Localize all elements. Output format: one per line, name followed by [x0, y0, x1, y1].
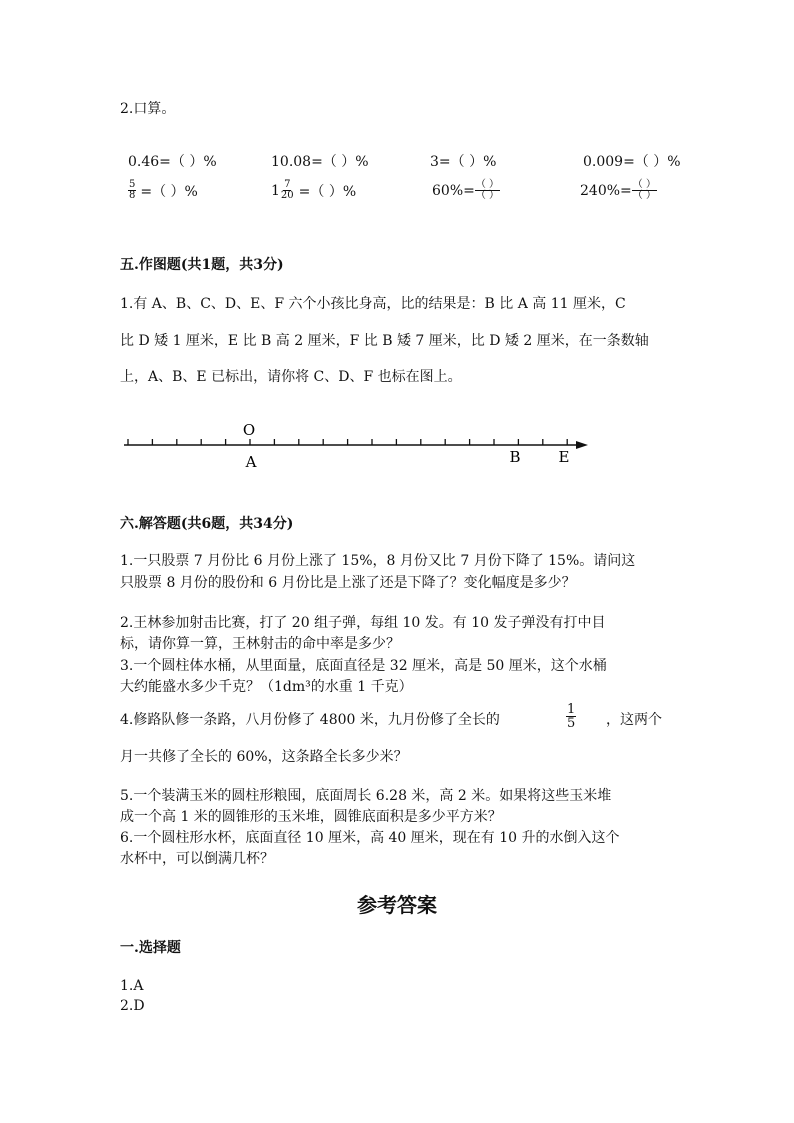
problem-text: 上，A、B、E 已标出，请你将 C、D、F 也标在图上。 — [120, 369, 462, 385]
problem-text: 6.一个圆柱形水杯，底面直径 10 厘米，高 40 厘米，现在有 10 升的水倒入这个 — [120, 830, 620, 846]
problem-text: 标，请你算一算，王林射击的命中率是多少？ — [120, 636, 400, 652]
oral-calc-item: 10.08=（ ）% — [271, 154, 369, 170]
fraction: $\frac{5}{8}$ — [129, 179, 136, 201]
label-b: B — [509, 448, 521, 466]
problem-text: 5.一个装满玉米的圆柱形粮囤，底面周长 6.28 米，高 2 米。如果将这些玉米堆 — [120, 788, 612, 804]
section-2-heading: 2.口算。 — [120, 101, 176, 117]
label-a: A — [245, 453, 257, 471]
problem-text: 大约能盛水多少千克？（1dm³的水重 1 千克） — [120, 679, 413, 695]
answers-title: 参考答案 — [357, 893, 437, 917]
label-e: E — [558, 448, 570, 466]
fraction: $\frac{( )}{( )}$ — [632, 179, 656, 201]
section-6-heading: 六.解答题(共6题，共34分) — [120, 516, 294, 532]
fraction: $\frac{( )}{( )}$ — [475, 179, 500, 201]
fraction: $\frac{7}{20}$ — [280, 179, 294, 201]
oral-calc-item: $\frac{5}{8}$ =（ ）% — [129, 179, 198, 201]
section-5-heading: 五.作图题(共1题，共3分) — [120, 257, 284, 273]
oral-calc-item: 60%= $\frac{( )}{( )}$ — [432, 179, 500, 201]
problem-text: 1.一只股票 7 月份比 6 月份上涨了 15%，8 月份又比 7 月份下降了 15%。请问这 — [120, 553, 636, 569]
oral-calc-item: 0.009=（ ）% — [583, 154, 681, 170]
problem-text: 比 D 矮 1 厘米，E 比 B 高 2 厘米，F 比 B 矮 7 厘米，比 D 矮 2 厘米，在一条数轴 — [120, 333, 649, 349]
oral-calc-item: 1 $\frac{7}{20}$ =（ ）% — [271, 179, 357, 201]
problem-text: 1.有 A、B、C、D、E、F 六个小孩比身高，比的结果是：B 比 A 高 11 厘米，C — [120, 296, 626, 312]
problem-text: 水杯中，可以倒满几杯？ — [120, 851, 274, 867]
answer-item: 1.A — [120, 978, 144, 994]
problem-text: 月一共修了全长的 60%，这条路全长多少米？ — [120, 749, 408, 765]
problem-text: 只股票 8 月份的股份和 6 月份比是上涨了还是下降了？变化幅度是多少？ — [120, 575, 576, 591]
problem-text: 3.一个圆柱体水桶，从里面量，底面直径是 32 厘米，高是 50 厘米，这个水桶 — [120, 658, 607, 674]
fraction: $\frac{1}{5}$ — [567, 702, 576, 731]
problem-text: 2.王林参加射击比赛，打了 20 组子弹，每组 10 发。有 10 发子弹没有打中目 — [120, 615, 606, 631]
answer-item: 2.D — [120, 998, 145, 1014]
number-line-ticks — [128, 439, 567, 445]
problem-text: 成一个高 1 米的圆锥形的玉米堆，圆锥底面积是多少平方米？ — [120, 809, 502, 825]
problem-text: ，这两个 — [606, 712, 662, 728]
answers-section-heading: 一.选择题 — [120, 940, 181, 956]
number-line — [110, 415, 600, 475]
problem-text: 4.修路队修一条路，八月份修了 4800 米，九月份修了全长的 — [120, 712, 500, 728]
oral-calc-item: 240%= $\frac{( )}{( )}$ — [580, 179, 656, 201]
label-origin: O — [242, 421, 256, 439]
oral-calc-item: 3=（ ）% — [430, 154, 497, 170]
oral-calc-item: 0.46=（ ）% — [128, 154, 217, 170]
axis-arrow-icon — [576, 441, 588, 449]
